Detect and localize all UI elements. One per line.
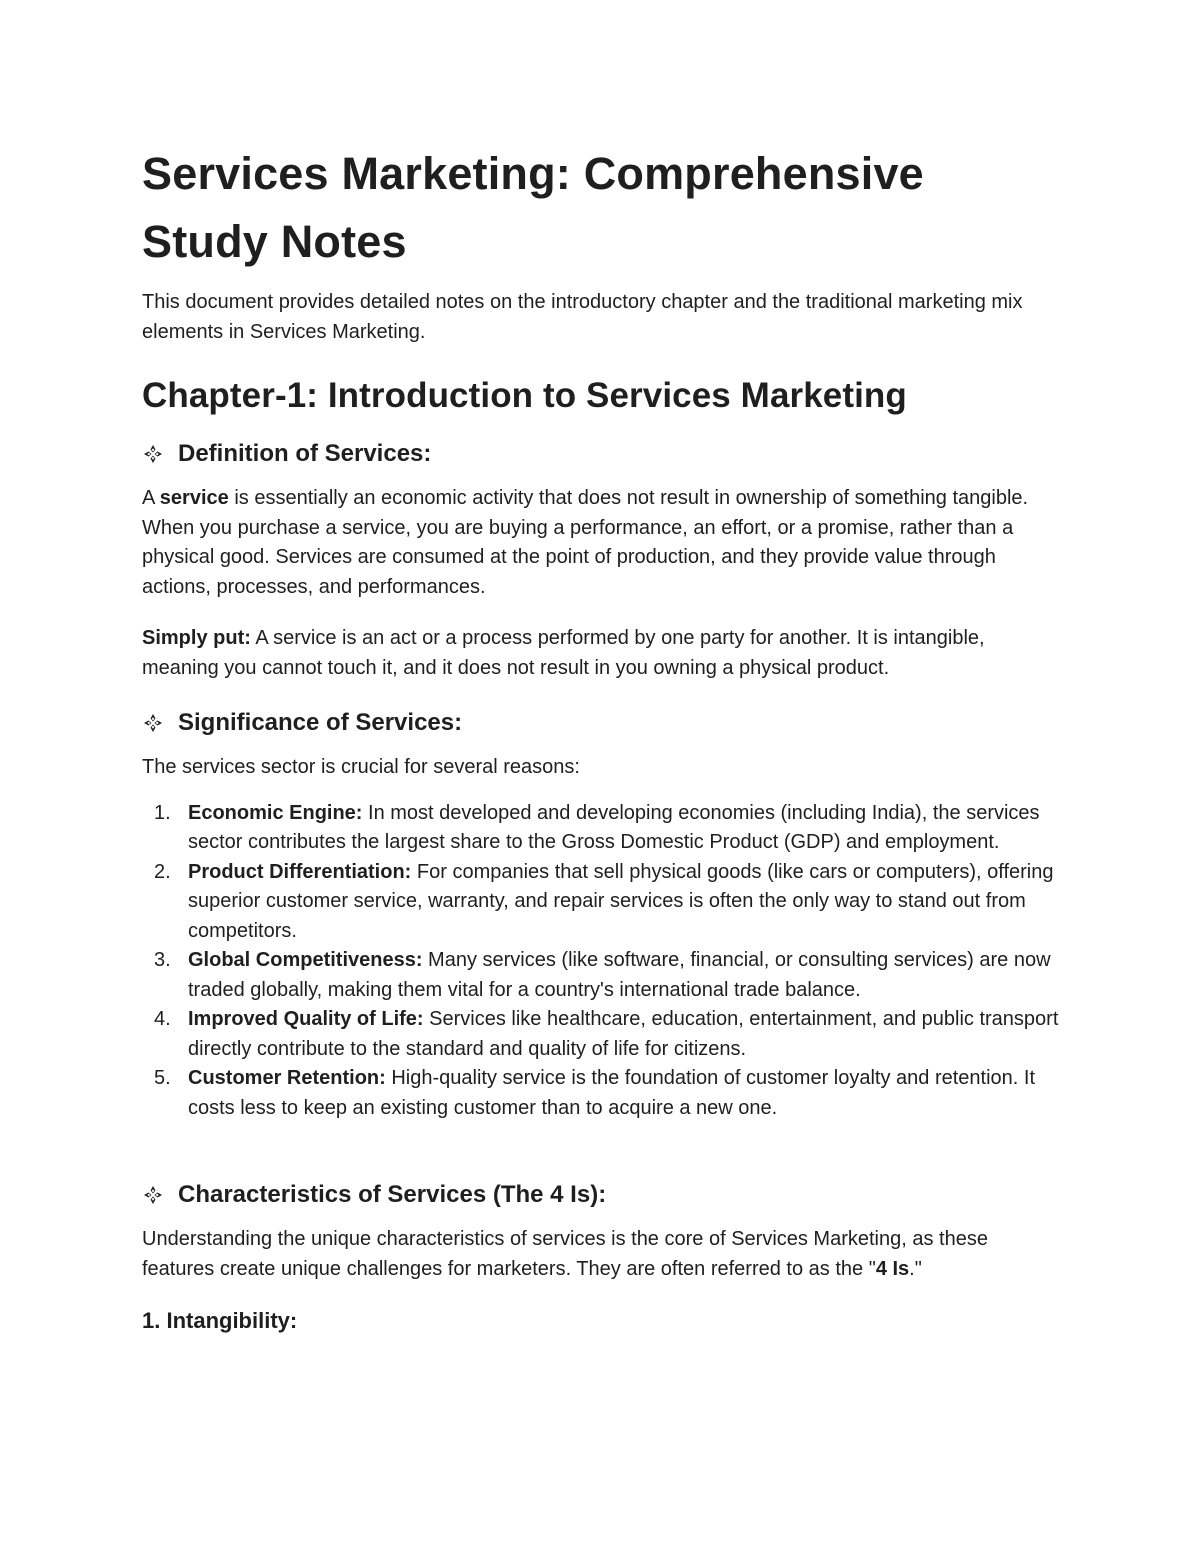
definition-text: is essentially an economic activity that does not result in ownership of something tangible. When you purchase a service, you are buying a performance, an effort, or a promise, rather than a physical good. Services are consumed at the point of production, and they provide value through actions, processes, and performances. (142, 487, 1029, 598)
characteristics-term: 4 Is (875, 1257, 910, 1280)
list-term: Product Differentiation: (188, 860, 412, 883)
four-diamond-bullet-icon (144, 714, 162, 732)
significance-heading (142, 707, 1060, 739)
definition-paragraph (142, 484, 1060, 602)
list-number: 2. (154, 860, 171, 883)
four-diamond-bullet-icon (144, 445, 162, 463)
simply-put-paragraph (142, 624, 1060, 683)
list-item (142, 1064, 1060, 1123)
list-item (142, 946, 1060, 1005)
list-item (142, 858, 1060, 947)
definition-term: service (159, 487, 229, 509)
characteristics-paragraph (142, 1225, 1060, 1284)
list-number: 5. (154, 1067, 171, 1089)
list-term: Improved Quality of Life: (188, 1008, 424, 1030)
list-number: 3. (154, 949, 171, 971)
list-item (142, 799, 1060, 858)
definition-prefix: A (142, 487, 160, 509)
four-diamond-bullet-icon (144, 1186, 162, 1204)
characteristics-text-start: Understanding the unique characteristics of services is the core of Services Marketing, as these features create unique challenges for marketers. They are often referred to as the " (142, 1228, 988, 1280)
list-text: Services like healthcare, education, entertainment, and public transport directly contribute to the standard and quality of life for citizens. (188, 1008, 1059, 1060)
definition-heading (142, 438, 1060, 470)
intangibility-heading: 1. Intangibility: (142, 1308, 298, 1333)
significance-heading-text: Significance of Services: (178, 709, 463, 736)
chapter-title: Chapter-1: Introduction to Services Marketing (142, 376, 907, 415)
list-item (142, 1005, 1060, 1064)
list-number: 4. (154, 1008, 171, 1030)
list-term: Customer Retention: (188, 1067, 386, 1089)
significance-list (142, 799, 1060, 1124)
characteristics-heading (142, 1179, 1060, 1211)
significance-intro: The services sector is crucial for several reasons: (142, 756, 580, 778)
simply-put-label: Simply put: (142, 627, 251, 649)
characteristics-heading-text: Characteristics of Services (The 4 Is): (178, 1181, 607, 1208)
section-spacer (142, 1123, 1060, 1159)
list-text: In most developed and developing economies (including India), the services sector contributes the largest share to the Gross Domestic Product (GDP) and employment. (188, 801, 1040, 853)
document-title: Services Marketing: Comprehensive Study Notes (142, 148, 924, 267)
list-number: 1. (154, 801, 171, 824)
list-term: Economic Engine: (188, 801, 363, 824)
simply-put-text: A service is an act or a process performed by one party for another. It is intangible, meaning you cannot touch it, and it does not result in you owning a physical product. (142, 627, 985, 679)
document-intro: This document provides detailed notes on the introductory chapter and the traditional marketing mix elements in Services Marketing. (142, 291, 1023, 343)
list-text: For companies that sell physical goods (like cars or computers), offering superior customer service, warranty, and repair services is often the only way to stand out from competitors. (188, 860, 1054, 942)
list-text: Many services (like software, financial, or consulting services) are now traded globally, making them vital for a country's international trade balance. (188, 949, 1051, 1001)
list-text: High-quality service is the foundation of customer loyalty and retention. It costs less to keep an existing customer than to acquire a new one. (188, 1067, 1036, 1119)
characteristics-text-end: ." (909, 1257, 922, 1280)
list-term: Global Competitiveness: (188, 949, 423, 971)
definition-heading-text: Definition of Services: (178, 440, 432, 467)
